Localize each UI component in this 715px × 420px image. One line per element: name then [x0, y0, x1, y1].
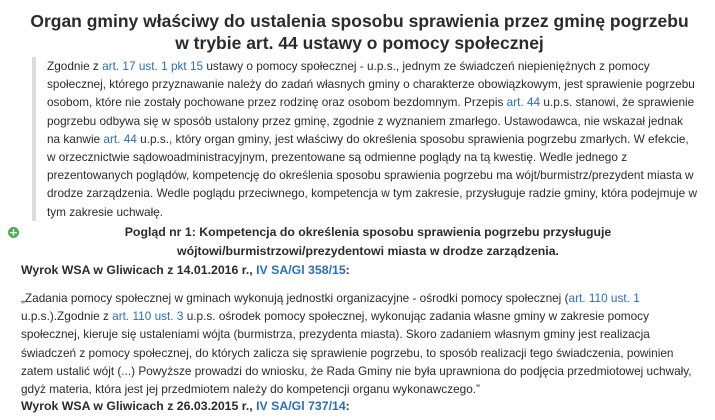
statute-link-art-17[interactable]: art. 17 ust. 1 pkt 15 [102, 59, 204, 73]
ruling-heading-2 [21, 399, 350, 413]
quote-text: u.p.s. ośrodek pomocy społecznej, wykonując zadania własne gminy w zakresie pomocy społecznej, kieruje się ustaleniami wójta (burmistrza, prezydenta miasta). Skoro zadaniem własnym gminy jest realizacja świadczeń z pomocy społecznej, do których zalicza się sprawienie pogrzebu, to sposób realizacji tego świadczenia, powinien zatem ustalić wójt (...) Powyższe prowadzi do wniosku, że Rada Gminy nie była uprawniona do podjęcia przedmiotowej uchwały, gdyż materia, która jest jej przedmiotem należy do kompetencji organu wykonawczego.” [21, 309, 692, 397]
statute-link-art-44[interactable]: art. 44 [506, 95, 541, 110]
ruling-colon: : [345, 263, 350, 277]
view-section-1 [8, 223, 708, 260]
quote-text: „Zadania pomocy społecznej w gminach wykonują jednostki organizacyjne - ośrodki pomocy społecznej ( [21, 291, 569, 305]
ruling-quote [21, 289, 701, 398]
statute-link-art-44-second[interactable]: art. 44 [103, 131, 137, 146]
quote-text: u.p.s.).Zgodnie z [21, 309, 113, 324]
summary-text: Zgodnie z [47, 59, 103, 73]
summary-text: ustawy o pomocy społecznej - u.p.s., jednym ze świadczeń niepieniężnych z pomocy społecznej, którego przyznawanie należy do zadań własnych gminy o charakterze obowiązkowym, jest sprawienie pogrzebu osobom, które nie zostały pochowane przez rodzinę oraz osobom bezdomnym. Przepis [47, 59, 695, 110]
ruling-label: Wyrok WSA w Gliwicach z 26.03.2015 r., [21, 399, 257, 413]
statute-link-art-110-1[interactable]: art. 110 ust. 1 [568, 291, 640, 305]
summary-block [32, 57, 698, 221]
view-title: Pogląd nr 1: Kompetencja do określenia sposobu sprawienia pogrzebu przysługuje wójtowi/burmistrzowi/prezydentowi miasta w drodze zarządzenia. [124, 225, 612, 258]
statute-link-art-110-3[interactable]: art. 110 ust. 3 [112, 309, 184, 324]
ruling-heading-1 [21, 263, 350, 277]
summary-text: u.p.s., który organ gminy, jest właściwy do określenia sposobu sprawienia pogrzebu zmarłych. W efekcie, w orzecznictwie sądowoadministracyjnym, prezentowane są odmienne poglądy na tą kwestię. Wedle jednego z prezentowanych poglądów, kompetencję do określenia sposobu sprawienia pogrzebu ma wójt/burmistrz/prezydent miasta w drodze zarządzenia. Wedle poglądu przeciwnego, kompetencja w tym zakresie, przysługuje radzie gminy, która podejmuje w tym zakresie uchwałę. [47, 131, 698, 219]
summary-text: u.p.s. stanowi, że sprawienie pogrzebu odbywa się w sposób ustalony przez gminę, zgodnie z wyznaniem zmarłego. Ustawodawca, nie wskazał jednak na kanwie [47, 95, 695, 146]
plus-circle-icon[interactable]: + [8, 226, 19, 239]
page-title: Organ gminy właściwy do ustalenia sposobu sprawienia przez gminę pogrzebu w trybie art. 44 ustawy o pomocy społecznej [30, 11, 689, 53]
ruling-label: Wyrok WSA w Gliwicach z 14.01.2016 r., [21, 263, 257, 277]
ruling-colon: : [345, 399, 350, 413]
ruling-signature-link[interactable]: IV SA/Gl 737/14 [256, 399, 346, 413]
ruling-signature-link[interactable]: IV SA/Gl 358/15 [256, 263, 346, 277]
